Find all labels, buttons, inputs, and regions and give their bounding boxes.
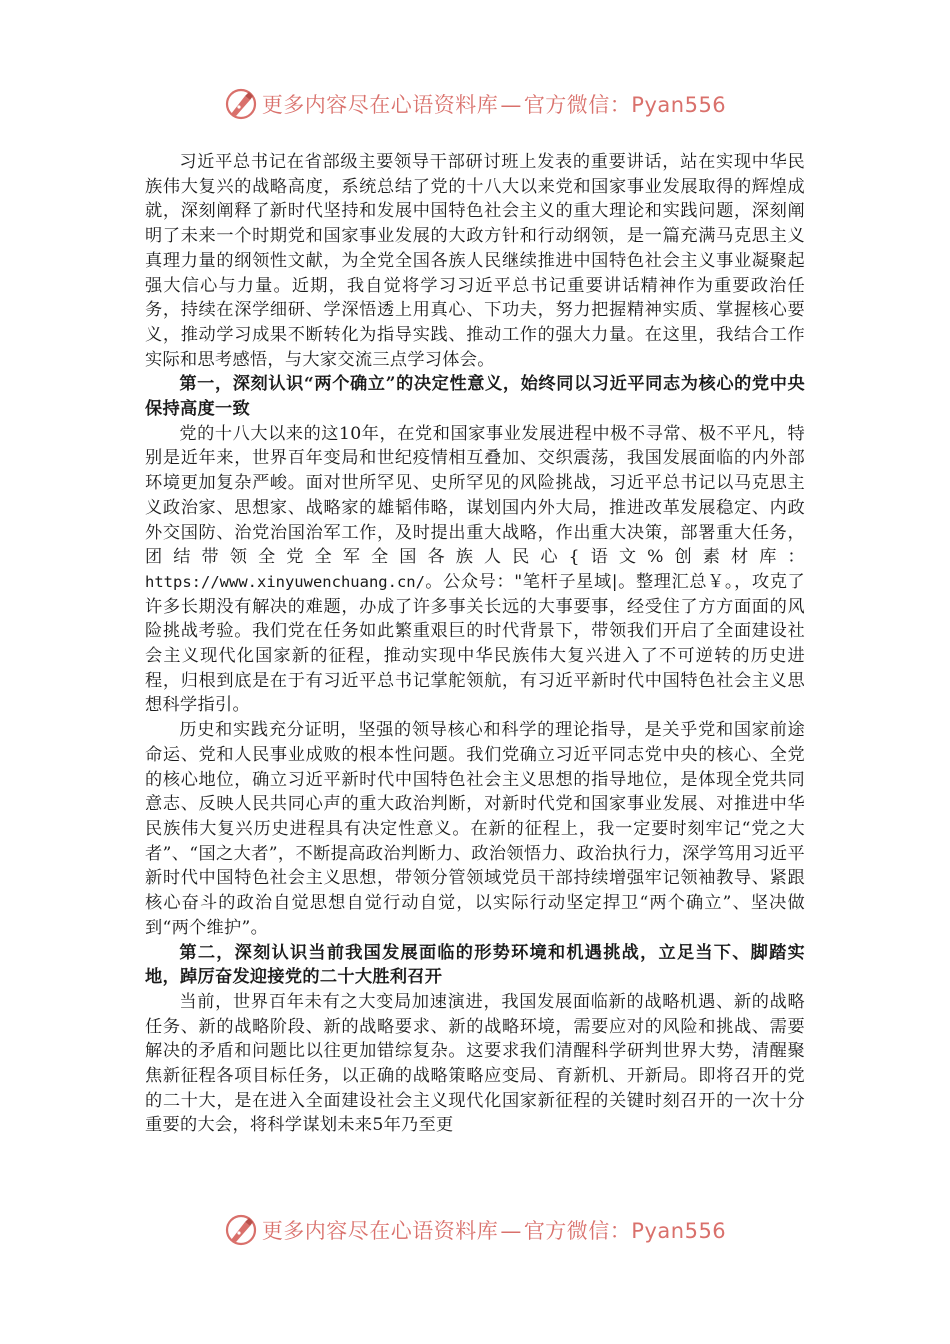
watermark-text: 更多内容尽在心语资料库—官方微信：Pyan556 xyxy=(261,1219,727,1243)
watermark-text: 更多内容尽在心语资料库—官方微信：Pyan556 xyxy=(261,93,727,117)
section-2-paragraph-1: 当前，世界百年未有之大变局加速演进，我国发展面临新的战略机遇、新的战略任务、新的战略阶段、新的战略要求、新的战略环境，需要应对的风险和挑战、需要解决的矛盾和问题比以往更加错综复杂。这要求我们清醒科学研判世界大势，清醒聚焦新征程各项目标任务，以正确的战略策略应变局、育新机、开新局。即将召开的党的二十大，是在进入全面建设社会主义现代化国家新征程的关键时刻召开的一次十分重要的大会，将科学谋划未来5年乃至更 xyxy=(145,991,805,1136)
source-url: https://www.xinyuwenchuang.cn/ xyxy=(145,572,425,591)
document-body xyxy=(145,150,805,1138)
section-heading-1: 第一，深刻认识“两个确立”的决定性意义，始终同以习近平同志为核心的党中央保持高度一致 xyxy=(145,374,805,420)
pen-nib-logo-icon xyxy=(224,87,258,121)
pen-nib-logo-icon xyxy=(224,1213,258,1247)
section-1-paragraph-2: 历史和实践充分证明，坚强的领导核心和科学的理论指导，是关乎党和国家前途命运、党和人民事业成败的根本性问题。我们党确立习近平同志党中央的核心、全党的核心地位，确立习近平新时代中国特色社会主义思想的指导地位，是体现全党共同意志、反映人民共同心声的重大政治判断，对新时代党和国家事业发展、对推进中华民族伟大复兴历史进程具有决定性意义。在新的征程上，我一定要时刻牢记“党之大者”、“国之大者”，不断提高政治判断力、政治领悟力、政治执行力，深学笃用习近平新时代中国特色社会主义思想，带领分管领域党员干部持续增强牢记领袖教导、紧跟核心奋斗的政治自觉思想自觉行动自觉，以实际行动坚定捍卫“两个确立”、坚决做到“两个维护”。 xyxy=(145,720,805,938)
section-heading-2: 第二，深刻认识当前我国发展面临的形势环境和机遇挑战，立足当下、脚踏实地，踔厉奋发迎接党的二十大胜利召开 xyxy=(145,942,805,988)
footer-watermark xyxy=(0,1210,950,1250)
section-1-paragraph-1: 党的十八大以来的这10年，在党和国家事业发展进程中极不寻常、极不平凡，特别是近年来，世界百年变局和世纪疫情相互叠加、交织震荡，我国发展面临的内外部环境更加复杂严峻。面对世所罕见、史所罕见的风险挑战，习近平总书记以马克思主义政治家、思想家、战略家的雄韬伟略，谋划国内外大局，推进改革发展稳定、内政外交国防、治党治国治军工作，及时提出重大战略，作出重大决策，部署重大任务，团结带领全党全军全国各族人民心{语文%创素材库：https://www.xinyuwenchuang.cn/。公众号："笔杆子星域|。整理汇总￥。，攻克了许多长期没有解决的难题，办成了许多事关长远的大事要事，经受住了方方面面的风险挑战考验。我们党在任务如此繁重艰巨的时代背景下，带领我们开启了全面建设社会主义现代化国家新的征程，推动实现中华民族伟大复兴进入了不可逆转的历史进程，归根到底是在于有习近平总书记掌舵领航，有习近平新时代中国特色社会主义思想科学指引。 xyxy=(145,423,805,716)
intro-paragraph: 习近平总书记在省部级主要领导干部研讨班上发表的重要讲话，站在实现中华民族伟大复兴的战略高度，系统总结了党的十八大以来党和国家事业发展取得的辉煌成就，深刻阐释了新时代坚持和发展中国特色社会主义的重大理论和实践问题，深刻阐明了未来一个时期党和国家事业发展的大政方针和行动纲领，是一篇充满马克思主义真理力量的纲领性文献，为全党全国各族人民继续推进中国特色社会主义事业凝聚起强大信心与力量。近期，我自觉将学习习近平总书记重要讲话精神作为重要政治任务，持续在深学细研、学深悟透上用真心、下功夫，努力把握精神实质、掌握核心要义，推动学习成果不断转化为指导实践、推动工作的强大力量。在这里，我结合工作实际和思考感悟，与大家交流三点学习体会。 xyxy=(145,152,805,370)
header-watermark xyxy=(0,84,950,124)
